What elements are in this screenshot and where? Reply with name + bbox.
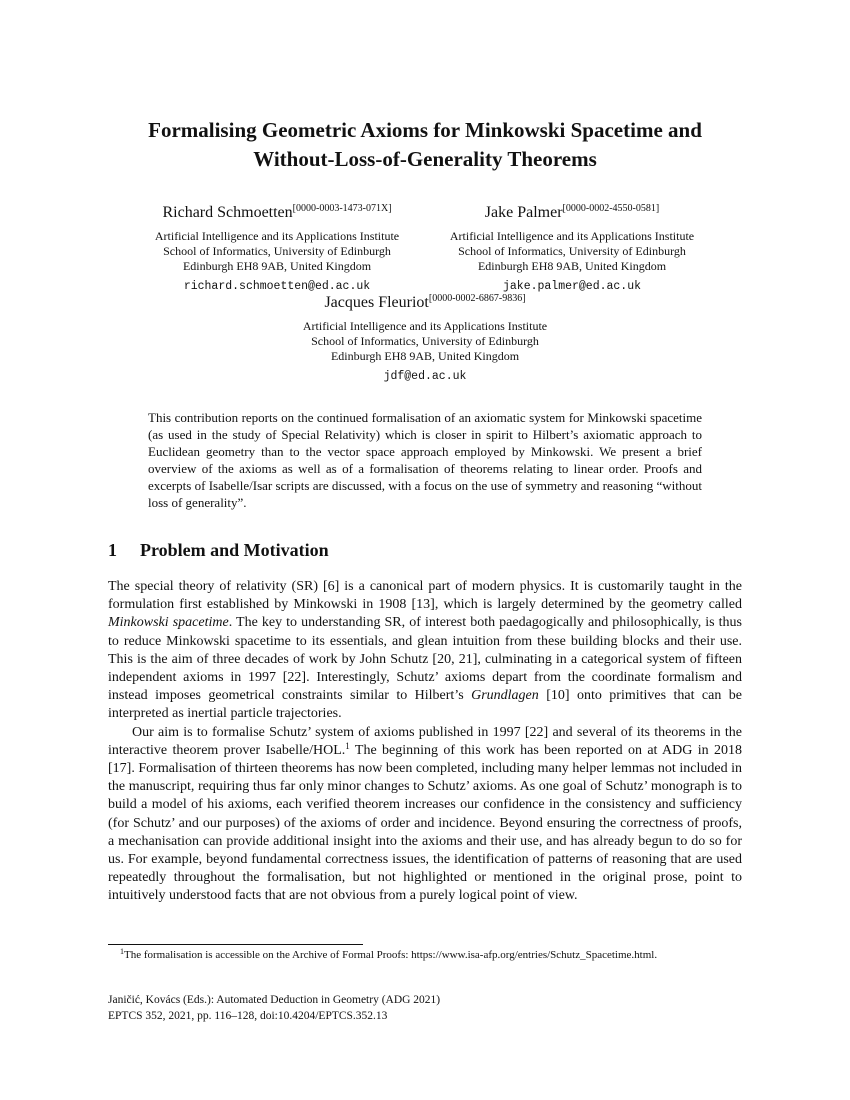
footnote-mark[interactable]: 1 (345, 740, 350, 751)
paragraph-1: The special theory of relativity (SR) [6] is a canonical part of modern physics. It is customarily taught in the formulation first established by Minkowski in 1908 [13], which is largely determined by the geometry called Minkowski spacetime. The key to understanding SR, of interest both paedagogically and philosophically, is thus to reduce Minkowski spacetime to its essentials, and glean intuition from these building blocks and their use. This is the aim of three decades of work by John Schutz [20, 21], culminating in a categorical system of fifteen independent axioms in 1997 [22]. Interestingly, Schutz’ axioms depart from the coordinate formalism and instead imposes geometrical constraints similar to Hilbert’s Grundlagen [10] onto primitives that can be interpreted as inertial particle trajectories. (108, 579, 743, 722)
author-name: Jacques Fleuriot[0000-0002-6867-9836] (324, 293, 526, 311)
section-title: Problem and Motivation (140, 540, 329, 560)
title-line-2: Without-Loss-of-Generality Theorems (253, 147, 597, 171)
author-block-palmer (422, 203, 722, 294)
body-text (108, 578, 742, 906)
author-email[interactable]: richard.schmoetten@ed.ac.uk (183, 280, 371, 293)
orcid: [0000-0002-6867-9836] (428, 293, 526, 304)
page-footer (108, 992, 440, 1024)
orcid: [0000-0002-4550-0581] (562, 203, 660, 214)
footnote (108, 948, 748, 962)
paper-title (0, 116, 850, 174)
footer-editors: Janičić, Kovács (Eds.): Automated Deduction in Geometry (ADG 2021) (108, 994, 441, 1006)
emphasis: Grundlagen (471, 688, 539, 704)
footnote-number: 1 (120, 947, 124, 956)
affiliation: Artificial Intelligence and its Applications Institute School of Informatics, University of Edinburgh Edinburgh EH8 9AB, United Kingdom (449, 229, 695, 273)
section-heading (108, 539, 329, 561)
orcid: [0000-0003-1473-071X] (292, 203, 392, 214)
section-number: 1 (108, 540, 117, 560)
emphasis: Minkowski spacetime (108, 615, 229, 631)
author-name: Jake Palmer[0000-0002-4550-0581] (484, 203, 660, 221)
footnote-rule (108, 944, 363, 945)
author-email[interactable]: jdf@ed.ac.uk (383, 370, 467, 383)
author-name: Richard Schmoetten[0000-0003-1473-071X] (162, 203, 392, 221)
author-block-fleuriot (275, 293, 575, 384)
affiliation: Artificial Intelligence and its Applications Institute School of Informatics, University of Edinburgh Edinburgh EH8 9AB, United Kingdom (154, 229, 400, 273)
abstract: This contribution reports on the continued formalisation of an axiomatic system for Minkowski spacetime (as used in the study of Special Relativity) which is closer in spirit to Hilbert’s axiomatic approach to Euclidean geometry than to the vector space approach employed by Minkowski. We present a brief overview of the axioms as well as of a formalisation of theorems relating to linear order. Proofs and excerpts of Isabelle/Isar scripts are discussed, with a focus on the use of symmetry and reasoning “without loss of generality”. (148, 410, 702, 510)
paragraph-2: Our aim is to formalise Schutz’ system of axioms published in 1997 [22] and several of its theorems in the interactive theorem prover Isabelle/HOL.$^1$ The beginning of this work has been reported on at ADG in 2018 [17]. Formalisation of thirteen theorems has now been completed, including many helper lemmas not included in the manuscript, requiring thus far only minor changes to Schutz’ axioms. As one goal of Schutz’ monograph is to build a model of his axioms, each verified theorem increases our confidence in the consistency and sufficiency (for Schutz’ and our purposes) of the axioms of order and incidence. Beyond ensuring the correctness of proofs, a mechanisation can provide additional insight into the axioms and their use, and has already begun to do so for us. For example, beyond fundamental correctness issues, the identification of patterns of reasoning that are used repeatedly throughout the formalisation, but not highlighted or mentioned in the original prose, point to intuitively understood facts that are not obvious from a purely logical point of view. (108, 724, 742, 904)
author-block-schmoetten (127, 203, 427, 294)
footer-doi: EPTCS 352, 2021, pp. 116–128, doi:10.4204/EPTCS.352.13 (108, 1010, 388, 1022)
author-email[interactable]: jake.palmer@ed.ac.uk (502, 280, 642, 293)
affiliation: Artificial Intelligence and its Applications Institute School of Informatics, University of Edinburgh Edinburgh EH8 9AB, United Kingdom (302, 319, 548, 363)
footnote-text: The formalisation is accessible on the Archive of Formal Proofs: https://www.isa-afp.org/entries/Schutz_Spacetime.html. (124, 949, 658, 961)
title-line-1: Formalising Geometric Axioms for Minkowski Spacetime and (148, 118, 702, 142)
